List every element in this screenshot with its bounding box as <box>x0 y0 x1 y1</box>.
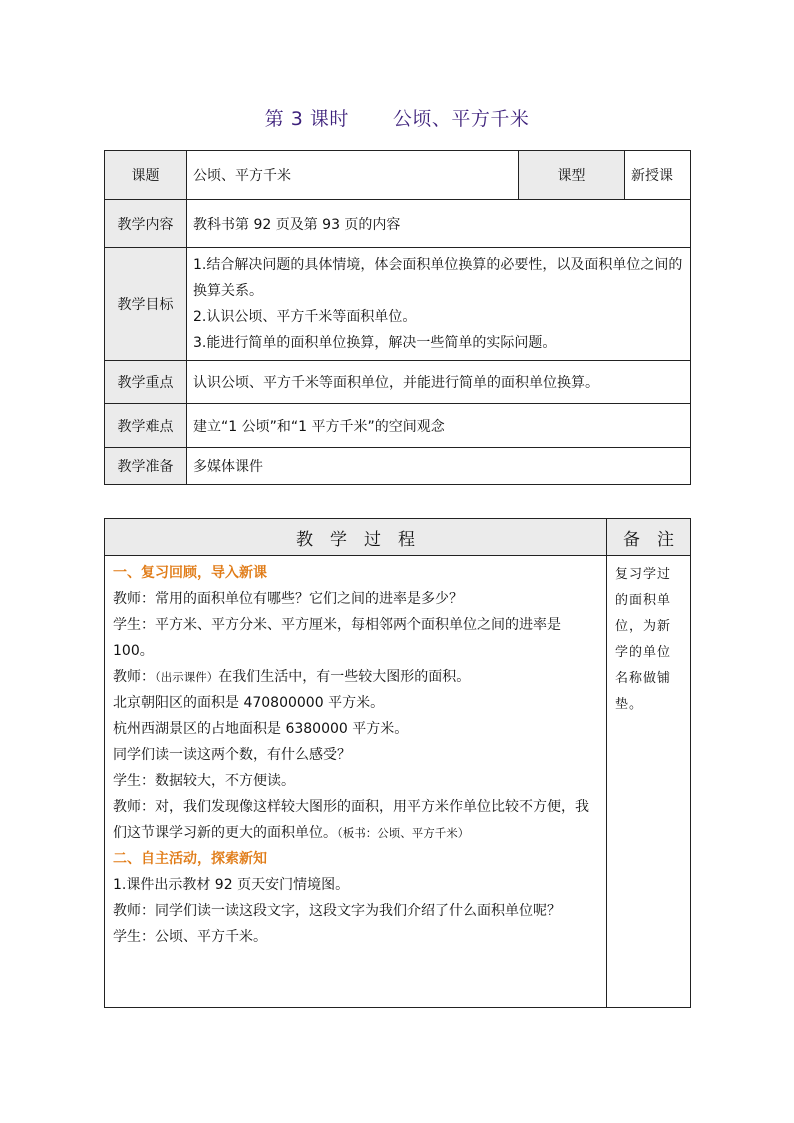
topic-label: 课题 <box>105 151 187 200</box>
key-row <box>105 361 691 404</box>
section-title: 二、自主活动，探索新知 <box>113 851 267 867</box>
page-title <box>0 104 794 131</box>
teaching-process-table <box>104 518 691 1008</box>
prep-value: 多媒体课件 <box>187 448 691 485</box>
paragraph: 学生：数据较大，不方便读。 <box>113 773 295 789</box>
goal-item: 3.能进行简单的面积单位换算，解决一些简单的实际问题。 <box>193 335 557 351</box>
goals-value <box>187 248 691 361</box>
paragraph: 杭州西湖景区的占地面积是 6380000 平方米。 <box>113 721 409 737</box>
key-label: 教学重点 <box>105 361 187 404</box>
paragraph: 学生：公顷、平方千米。 <box>113 929 267 945</box>
difficulty-label: 教学难点 <box>105 404 187 448</box>
key-value: 认识公顷、平方千米等面积单位，并能进行简单的面积单位换算。 <box>187 361 691 404</box>
prep-row <box>105 448 691 485</box>
paragraph: 北京朝阳区的面积是 470800000 平方米。 <box>113 695 385 711</box>
prep-label: 教学准备 <box>105 448 187 485</box>
content-label: 教学内容 <box>105 200 187 248</box>
goal-item: 1.结合解决问题的具体情境，体会面积单位换算的必要性，以及面积单位之间的换算关系。 <box>193 257 683 299</box>
paragraph: 学生：平方米、平方分米、平方厘米，每相邻两个面积单位之间的进率是100。 <box>113 617 561 659</box>
type-value: 新授课 <box>625 151 691 200</box>
goals-row <box>105 248 691 361</box>
speaker: 教师： <box>113 669 155 685</box>
paragraph-text: 教师：对，我们发现像这样较大图形的面积，用平方米作单位比较不方便，我们这节课学习新的更大的面积单位。 <box>113 799 589 841</box>
inline-note: （出示课件） <box>155 670 219 684</box>
process-header-row <box>105 519 691 556</box>
content-value: 教科书第 92 页及第 93 页的内容 <box>187 200 691 248</box>
process-content <box>105 556 607 1008</box>
paragraph: 教师：常用的面积单位有哪些？它们之间的进率是多少？ <box>113 591 463 607</box>
topic-row <box>105 151 691 200</box>
lesson-number: 第 3 课时 <box>264 108 349 130</box>
paragraph: 1.课件出示教材 92 页天安门情境图。 <box>113 877 350 893</box>
process-note: 复习学过的面积单位，为新学的单位名称做铺垫。 <box>607 556 691 1008</box>
lesson-topic: 公顷、平方千米 <box>392 108 530 130</box>
content-row <box>105 200 691 248</box>
inline-note: （板书：公顷、平方千米） <box>337 826 470 840</box>
goals-label: 教学目标 <box>105 248 187 361</box>
difficulty-row <box>105 404 691 448</box>
section-title: 一、复习回顾，导入新课 <box>113 565 267 581</box>
paragraph: 教师：同学们读一读这段文字，这段文字为我们介绍了什么面积单位呢？ <box>113 903 561 919</box>
paragraph: 同学们读一读这两个数，有什么感受？ <box>113 747 351 763</box>
paragraph <box>113 794 600 846</box>
topic-value: 公顷、平方千米 <box>187 151 519 200</box>
process-header: 教 学 过 程 <box>105 519 607 556</box>
difficulty-value: 建立“1 公顷”和“1 平方千米”的空间观念 <box>187 404 691 448</box>
type-label: 课型 <box>519 151 625 200</box>
lesson-info-table <box>104 150 691 485</box>
notes-header: 备 注 <box>607 519 691 556</box>
process-body-row <box>105 556 691 1008</box>
paragraph-text: 在我们生活中，有一些较大图形的面积。 <box>218 669 471 685</box>
paragraph <box>113 664 600 690</box>
goal-item: 2.认识公顷、平方千米等面积单位。 <box>193 309 417 325</box>
